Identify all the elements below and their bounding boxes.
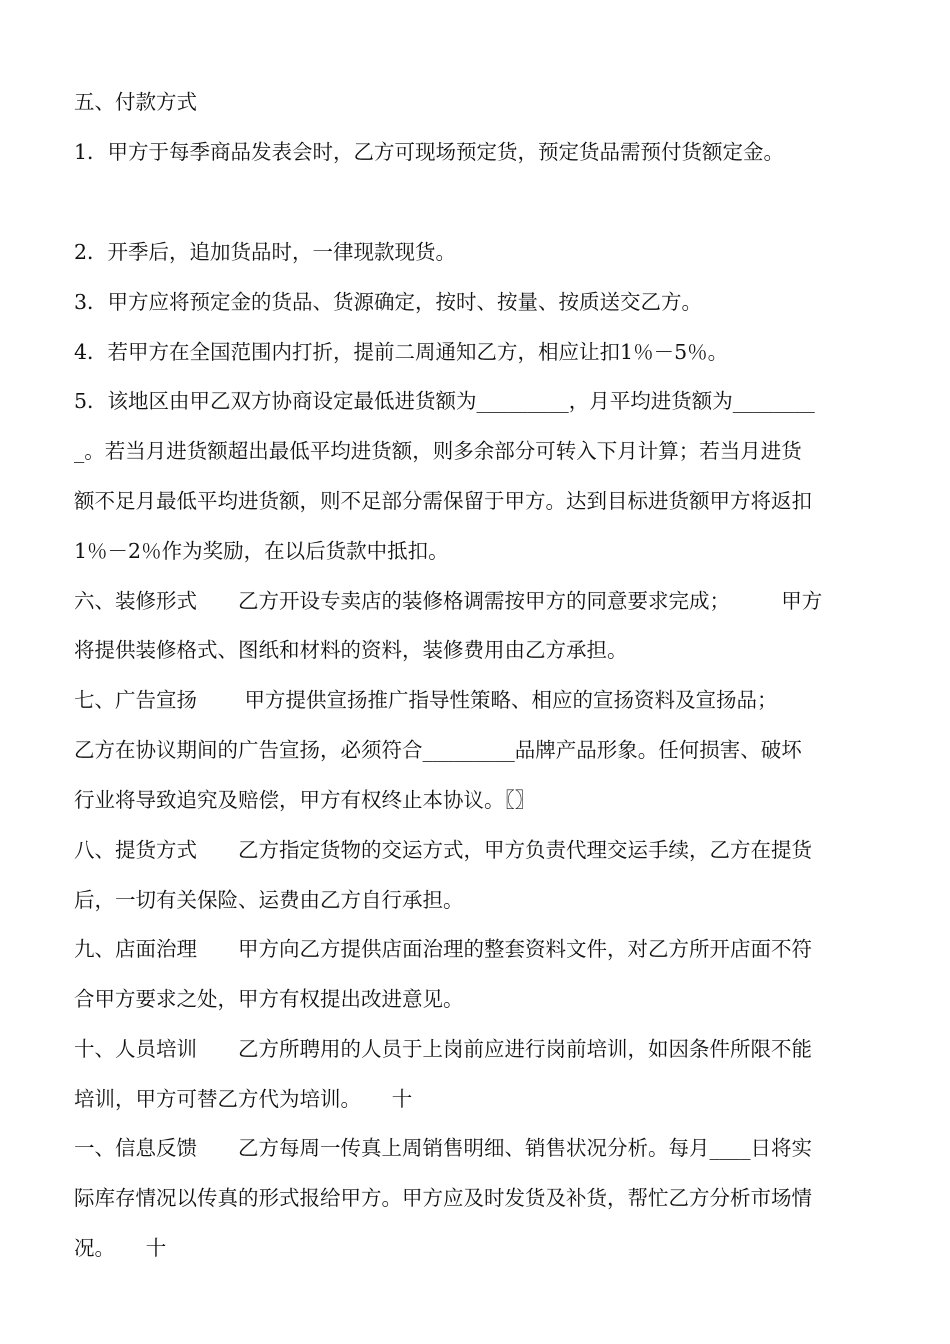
payment-clause-5-line-1: 5．该地区由甲乙双方协商设定最低进货额为_________，月平均进货额为________ <box>74 389 815 413</box>
section-7-line-2: 乙方在协议期间的广告宣扬，必须符合_________品牌产品形象。任何损害、破坏 <box>74 738 802 762</box>
section-9-line-2: 合甲方要求之处，甲方有权提出改进意见。 <box>74 987 464 1011</box>
section-11-line-3: 况。 十 <box>74 1236 167 1260</box>
payment-clause-3: 3．甲方应将预定金的货品、货源确定，按时、按量、按质送交乙方。 <box>74 290 703 314</box>
section-6-line-2: 将提供装修格式、图纸和材料的资料，装修费用由乙方承担。 <box>74 638 628 662</box>
payment-clause-5-line-2: _。若当月进货额超出最低平均进货额，则多余部分可转入下月计算；若当月进货 <box>74 439 802 463</box>
section-8-line-1: 八、提货方式 乙方指定货物的交运方式，甲方负责代理交运手续，乙方在提货 <box>74 838 812 862</box>
payment-clause-2: 2．开季后，追加货品时，一律现款现货。 <box>74 240 457 264</box>
section-8-line-2: 后，一切有关保险、运费由乙方自行承担。 <box>74 888 464 912</box>
payment-clause-5-line-3: 额不足月最低平均进货额，则不足部分需保留于甲方。达到目标进货额甲方将返扣 <box>74 489 812 513</box>
section-7-line-3: 行业将导致追究及赔偿，甲方有权终止本协议。〖〗 <box>74 788 536 812</box>
section-10-line-2: 培训，甲方可替乙方代为培训。 十 <box>74 1087 413 1111</box>
section-10-line-1: 十、人员培训 乙方所聘用的人员于上岗前应进行岗前培训，如因条件所限不能 <box>74 1037 812 1061</box>
section-5-heading: 五、付款方式 <box>74 90 197 114</box>
section-7-line-1: 七、广告宣扬 甲方提供宣扬推广指导性策略、相应的宣扬资料及宣扬品； <box>74 688 778 712</box>
section-6-line-1: 六、装修形式 乙方开设专卖店的装修格调需按甲方的同意要求完成； 甲方 <box>74 589 823 613</box>
section-9-line-1: 九、店面治理 甲方向乙方提供店面治理的整套资料文件，对乙方所开店面不符 <box>74 937 812 961</box>
section-11-line-1: 一、信息反馈 乙方每周一传真上周销售明细、销售状况分析。每月____日将实 <box>74 1136 812 1160</box>
payment-clause-5-line-4: 1％－2％作为奖励，在以后货款中抵扣。 <box>74 539 449 563</box>
payment-clause-1: 1．甲方于每季商品发表会时，乙方可现场预定货，预定货品需预付货额定金。 <box>74 140 785 164</box>
section-11-line-2: 际库存情况以传真的形式报给甲方。甲方应及时发货及补货，帮忙乙方分析市场情 <box>74 1186 812 1210</box>
payment-clause-4: 4．若甲方在全国范围内打折，提前二周通知乙方，相应让扣1％－5％。 <box>74 340 729 364</box>
